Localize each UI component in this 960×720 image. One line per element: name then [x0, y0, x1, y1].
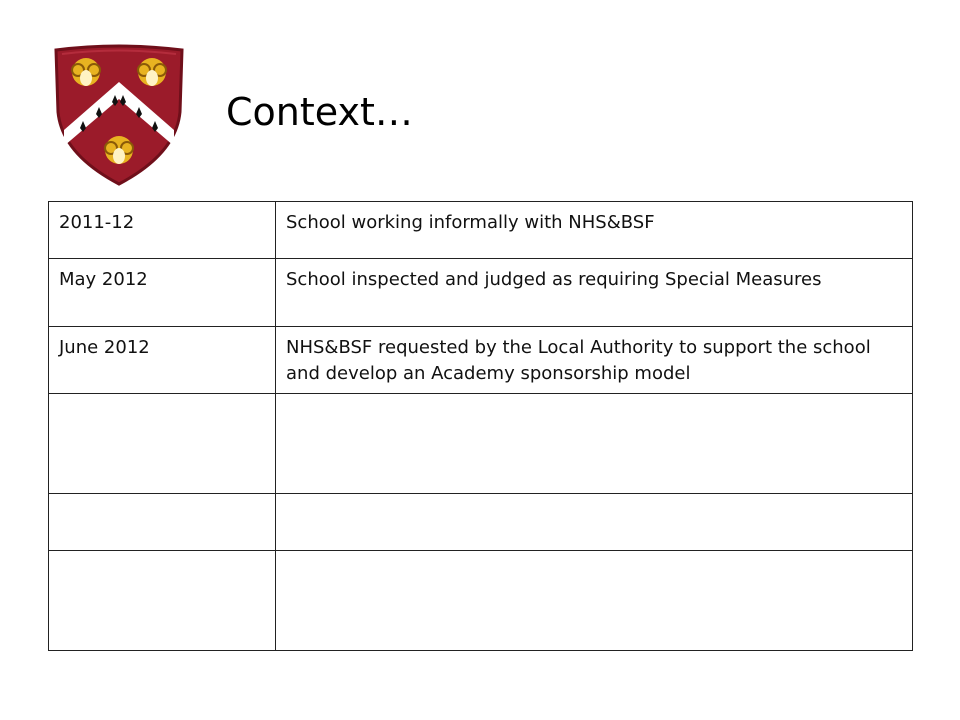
table-row	[49, 327, 913, 394]
school-crest-logo	[52, 42, 186, 186]
timeline-event-cell	[276, 551, 913, 651]
table-row	[49, 202, 913, 259]
timeline-date-cell: 2011-12	[49, 202, 276, 259]
timeline-event-cell: School inspected and judged as requiring Special Measures	[276, 259, 913, 327]
timeline-date-cell	[49, 494, 276, 551]
timeline-event-cell: School working informally with NHS&BSF	[276, 202, 913, 259]
table-row	[49, 551, 913, 651]
timeline-event-cell	[276, 394, 913, 494]
table-row	[49, 259, 913, 327]
timeline-event-cell: NHS&BSF requested by the Local Authority to support the school and develop an Academy sponsorship model	[276, 327, 913, 394]
timeline-event-cell	[276, 494, 913, 551]
timeline-date-cell	[49, 394, 276, 494]
table-row	[49, 494, 913, 551]
slide-title: Context…	[226, 90, 413, 134]
timeline-date-cell: June 2012	[49, 327, 276, 394]
ram-head-right	[138, 58, 166, 86]
ram-head-left	[72, 58, 100, 86]
timeline-date-cell: May 2012	[49, 259, 276, 327]
timeline-date-cell	[49, 551, 276, 651]
table-row	[49, 394, 913, 494]
context-timeline-table	[48, 201, 913, 651]
ram-head-bottom	[105, 136, 133, 164]
